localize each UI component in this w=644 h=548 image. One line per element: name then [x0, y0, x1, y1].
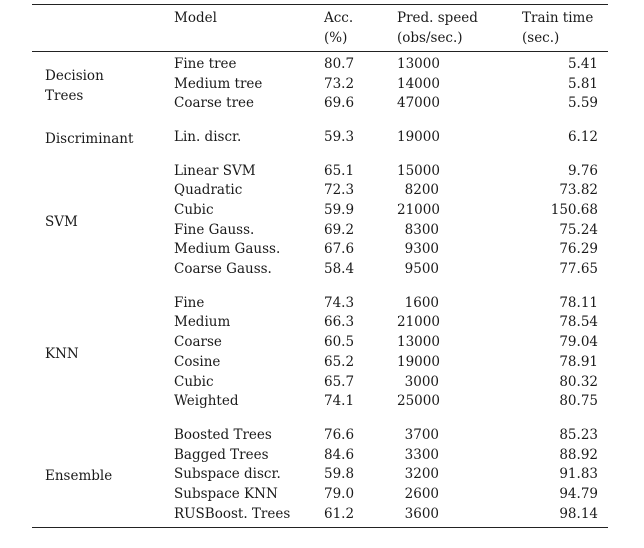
accuracy-cell: 65.2 [324, 353, 355, 370]
prediction-speed-cell: 8300 [404, 221, 439, 238]
train-time-cell: 80.75 [559, 393, 598, 410]
accuracy-cell: 80.7 [324, 56, 355, 72]
prediction-speed-cell: 25000 [397, 393, 440, 410]
model-cell: Fine [174, 294, 205, 311]
table-header-rule [32, 51, 608, 52]
train-time-cell: 88.92 [559, 446, 598, 463]
accuracy-cell: 69.6 [324, 95, 355, 112]
table-bottom-rule [32, 527, 608, 528]
model-cell: Cosine [174, 353, 221, 370]
train-time-cell: 85.23 [559, 426, 598, 443]
header-acc-line2: (%) [324, 30, 348, 46]
model-cell: Coarse [174, 334, 222, 351]
model-cell: Quadratic [174, 182, 243, 199]
model-cell: Fine Gauss. [174, 221, 255, 238]
model-cell: Weighted [174, 393, 239, 410]
train-time-cell: 78.11 [559, 294, 598, 311]
model-cell: RUSBoost. Trees [174, 505, 291, 522]
prediction-speed-cell: 3700 [404, 426, 439, 443]
accuracy-cell: 84.6 [324, 446, 355, 463]
prediction-speed-cell: 14000 [397, 75, 440, 92]
train-time-cell: 91.83 [559, 466, 598, 483]
group-label: KNN [45, 345, 79, 362]
prediction-speed-cell: 13000 [397, 334, 440, 351]
accuracy-cell: 66.3 [324, 314, 355, 331]
model-cell: Cubic [174, 202, 214, 218]
prediction-speed-cell: 8200 [404, 182, 439, 199]
accuracy-cell: 69.2 [324, 221, 355, 238]
train-time-cell: 78.91 [559, 353, 598, 370]
prediction-speed-cell: 13000 [397, 56, 440, 72]
accuracy-cell: 59.3 [324, 129, 355, 145]
prediction-speed-cell: 3000 [404, 373, 439, 390]
prediction-speed-cell: 3600 [404, 505, 439, 522]
accuracy-cell: 61.2 [324, 505, 355, 522]
header-speed-line1: Pred. speed [397, 10, 478, 26]
prediction-speed-cell: 3200 [404, 466, 439, 483]
prediction-speed-cell: 9300 [404, 241, 439, 258]
accuracy-cell: 74.3 [324, 294, 355, 311]
model-cell: Medium Gauss. [174, 241, 281, 258]
header-speed-line2: (obs/sec.) [397, 30, 463, 46]
group-label: Trees [45, 87, 84, 104]
prediction-speed-cell: 19000 [397, 353, 440, 370]
train-time-cell: 150.68 [550, 202, 598, 218]
model-cell: Medium tree [174, 75, 263, 92]
model-cell: Bagged Trees [174, 446, 269, 463]
model-cell: Subspace discr. [174, 466, 281, 483]
header-time-line1: Train time [522, 10, 594, 26]
accuracy-cell: 76.6 [324, 426, 355, 443]
prediction-speed-cell: 21000 [397, 202, 440, 218]
prediction-speed-cell: 2600 [404, 485, 439, 502]
model-cell: Linear SVM [174, 162, 256, 179]
model-cell: Cubic [174, 373, 214, 390]
train-time-cell: 98.14 [559, 505, 598, 522]
train-time-cell: 75.24 [559, 221, 598, 238]
model-cell: Subspace KNN [174, 485, 278, 502]
prediction-speed-cell: 3300 [404, 446, 439, 463]
model-cell: Lin. discr. [174, 129, 242, 145]
prediction-speed-cell: 15000 [397, 162, 440, 179]
accuracy-cell: 79.0 [324, 485, 355, 502]
accuracy-cell: 59.9 [324, 202, 355, 218]
prediction-speed-cell: 1600 [404, 294, 439, 311]
header-time-line2: (sec.) [522, 30, 560, 46]
group-label: SVM [45, 213, 78, 230]
train-time-cell: 9.76 [567, 162, 598, 179]
train-time-cell: 5.81 [567, 75, 598, 92]
model-cell: Coarse tree [174, 95, 255, 112]
train-time-cell: 76.29 [559, 241, 598, 258]
train-time-cell: 6.12 [567, 129, 598, 145]
accuracy-cell: 72.3 [324, 182, 355, 199]
model-cell: Medium [174, 314, 231, 331]
accuracy-cell: 58.4 [324, 261, 355, 278]
train-time-cell: 5.59 [567, 95, 598, 112]
table-top-rule [32, 4, 608, 5]
accuracy-cell: 67.6 [324, 241, 355, 258]
train-time-cell: 80.32 [559, 373, 598, 390]
train-time-cell: 78.54 [559, 314, 598, 331]
group-label: Ensemble [45, 468, 113, 484]
train-time-cell: 73.82 [559, 182, 598, 199]
header-acc-line1: Acc. [324, 10, 354, 26]
accuracy-cell: 74.1 [324, 393, 355, 410]
model-cell: Coarse Gauss. [174, 261, 272, 278]
prediction-speed-cell: 21000 [397, 314, 440, 331]
accuracy-cell: 60.5 [324, 334, 355, 351]
model-cell: Boosted Trees [174, 426, 272, 443]
group-label: Discriminant [45, 130, 134, 147]
prediction-speed-cell: 47000 [397, 95, 440, 112]
model-cell: Fine tree [174, 56, 237, 72]
group-label: Decision [45, 67, 104, 84]
accuracy-cell: 59.8 [324, 466, 355, 483]
accuracy-cell: 65.1 [324, 162, 355, 179]
accuracy-cell: 65.7 [324, 373, 355, 390]
header-model: Model [174, 10, 217, 26]
accuracy-cell: 73.2 [324, 75, 355, 92]
train-time-cell: 79.04 [559, 334, 598, 351]
train-time-cell: 77.65 [559, 261, 598, 278]
prediction-speed-cell: 9500 [404, 261, 439, 278]
prediction-speed-cell: 19000 [397, 129, 440, 145]
train-time-cell: 5.41 [567, 56, 598, 72]
train-time-cell: 94.79 [559, 485, 598, 502]
